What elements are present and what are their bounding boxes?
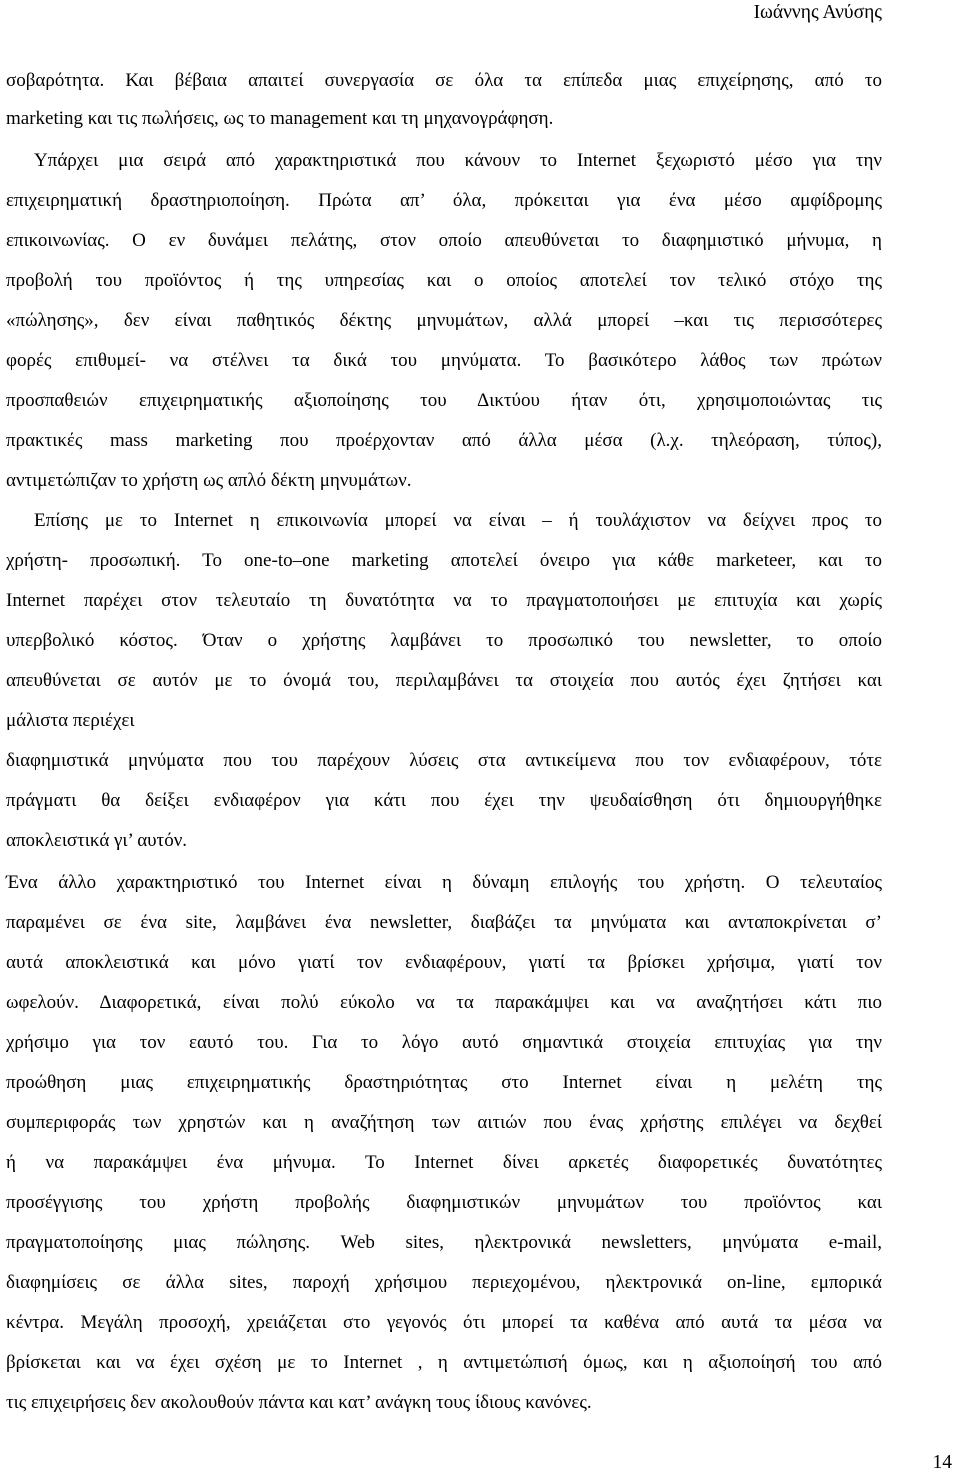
text-line: απευθύνεται σε αυτόν με το όνομά του, περιλαμβάνει τα στοιχεία που αυτός έχει ζητήσει και [6, 670, 882, 691]
text-line: βρίσκεται και να έχει σχέση με το Internet , η αντιμετώπισή όμως, και η αξιοποίησή του από [6, 1352, 882, 1373]
text-line: διαφημίσεις σε άλλα sites, παροχή χρήσιμου περιεχομένου, ηλεκτρονικά on-line, εμπορικά [6, 1272, 882, 1293]
text-line: μάλιστα περιέχει [6, 710, 135, 731]
text-line: Internet παρέχει στον τελευταίο τη δυνατότητα να το πραγματοποιήσει με επιτυχία και χωρίς [6, 590, 882, 611]
text-line: επιχειρηματική δραστηριοποίηση. Πρώτα απ’ όλα, πρόκειται για ένα μέσο αμφίδρομης [6, 190, 882, 211]
text-line: αντιμετώπιζαν το χρήστη ως απλό δέκτη μηνυμάτων. [6, 470, 412, 491]
text-line: χρήσιμο για τον εαυτό του. Για το λόγο αυτό σημαντικά στοιχεία επιτυχίας για την [6, 1032, 882, 1053]
text-line: πραγματοποίησης μιας πώλησης. Web sites, ηλεκτρονικά newsletters, μηνύματα e-mail, [6, 1232, 882, 1253]
text-line: «πώλησης», δεν είναι παθητικός δέκτης μηνυμάτων, αλλά μπορεί –και τις περισσότερες [6, 310, 882, 331]
text-line: επικοινωνίας. Ο εν δυνάμει πελάτης, στον οποίο απευθύνεται το διαφημιστικό μήνυμα, η [6, 230, 882, 251]
text-line: πρακτικές mass marketing που προέρχονταν από άλλα μέσα (λ.χ. τηλεόραση, τύπος), [6, 430, 882, 451]
text-line: αποκλειστικά γι’ αυτόν. [6, 830, 188, 851]
running-header-author: Ιωάννης Ανύσης [753, 2, 882, 23]
text-line: χρήστη- προσωπική. Το one-to–one marketing αποτελεί όνειρο για κάθε marketeer, και το [6, 550, 882, 571]
text-line: φορές επιθυμεί- να στέλνει τα δικά του μηνύματα. Το βασικότερο λάθος των πρώτων [6, 350, 882, 371]
text-line: συμπεριφοράς των χρηστών και η αναζήτηση των αιτιών που ένας χρήστης επιλέγει να δεχθεί [6, 1112, 882, 1133]
text-line: ωφελούν. Διαφορετικά, είναι πολύ εύκολο να τα παρακάμψει και να αναζητήσει κάτι πιο [6, 992, 882, 1013]
text-line: κέντρα. Μεγάλη προσοχή, χρειάζεται στο γεγονός ότι μπορεί τα καθένα από αυτά τα μέσα να [6, 1312, 882, 1333]
text-line: τις επιχειρήσεις δεν ακολουθούν πάντα και κατ’ ανάγκη τους ίδιους κανόνες. [6, 1392, 592, 1413]
text-line: προσπαθειών επιχειρηματικής αξιοποίησης του Δικτύου ήταν ότι, χρησιμοποιώντας τις [6, 390, 882, 411]
text-line: προσέγγισης του χρήστη προβολής διαφημιστικών μηνυμάτων του προϊόντος και [6, 1192, 882, 1213]
text-line: ή να παρακάμψει ένα μήνυμα. Το Internet δίνει αρκετές διαφορετικές δυνατότητες [6, 1152, 882, 1173]
page-number: 14 [932, 1452, 952, 1473]
text-line: Επίσης με το Internet η επικοινωνία μπορεί να είναι – ή τουλάχιστον να δείχνει προς το [34, 510, 882, 531]
text-line: αυτά αποκλειστικά και μόνο γιατί τον ενδιαφέρουν, γιατί τα βρίσκει χρήσιμα, γιατί τον [6, 952, 882, 973]
text-line: marketing και τις πωλήσεις, ως το management και τη μηχανογράφηση. [6, 108, 554, 129]
text-line: Ένα άλλο χαρακτηριστικό του Internet είναι η δύναμη επιλογής του χρήστη. Ο τελευταίος [6, 872, 882, 893]
text-line: διαφημιστικά μηνύματα που του παρέχουν λύσεις στα αντικείμενα που τον ενδιαφέρουν, τότε [6, 750, 882, 771]
text-line: παραμένει σε ένα site, λαμβάνει ένα newsletter, διαβάζει τα μηνύματα και ανταποκρίνεται σ’ [6, 912, 882, 933]
text-line: προώθηση μιας επιχειρηματικής δραστηριότητας στο Internet είναι η μελέτη της [6, 1072, 882, 1093]
text-line: σοβαρότητα. Και βέβαια απαιτεί συνεργασία σε όλα τα επίπεδα μιας επιχείρησης, από το [6, 70, 882, 91]
text-line: Υπάρχει μια σειρά από χαρακτηριστικά που κάνουν το Internet ξεχωριστό μέσο για την [34, 150, 882, 171]
text-line: προβολή του προϊόντος ή της υπηρεσίας και ο οποίος αποτελεί τον τελικό στόχο της [6, 270, 882, 291]
text-line: υπερβολικό κόστος. Όταν ο χρήστης λαμβάνει το προσωπικό του newsletter, το οποίο [6, 630, 882, 651]
text-line: πράγματι θα δείξει ενδιαφέρον για κάτι που έχει την ψευδαίσθηση ότι δημιουργήθηκε [6, 790, 882, 811]
